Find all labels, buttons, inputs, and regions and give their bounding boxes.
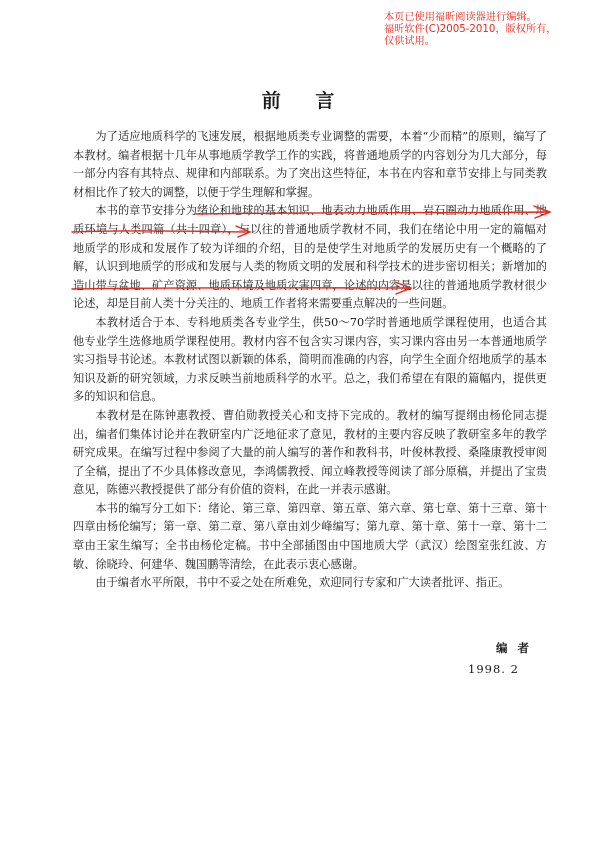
page-title: 前 言: [261, 90, 349, 112]
signature-date: 1998. 2: [468, 662, 519, 676]
paragraph: 为了适应地质科学的飞速发展，根据地质类专业调整的需要，本着“少而精”的原则，编写了本教材。编者根据十几年从事地质学教学工作的实践，将普通地质学的内容划分为几大部分，每一部分内容有其特点、规律和内部联系。为了突出这些特征，本书在内容和章节安排上与同类教材相比作了较大的调整，以便于学生理解和掌握。: [73, 130, 547, 199]
watermark-line-1: 本页已使用福昕阅读器进行编辑。: [384, 12, 537, 23]
paragraph: 本书的编写分工如下：绪论、第三章、第四章、第五章、第六章、第七章、第十三章、第十四章由杨伦编写；第一章、第二章、第八章由刘少峰编写；第九章、第十章、第十一章、第十二章由王家生编写；全书由杨伦定稿。书中全部插图由中国地质大学（武汉）绘图室张红波、方敏、徐晓玲、何建华、魏国鹏等清绘，在此表示衷心感谢。: [73, 501, 547, 571]
signature-author: 编者: [496, 641, 539, 655]
paragraph: 由于编者水平所限，书中不妥之处在所难免，欢迎同行专家和广大读者批评、指正。: [95, 576, 510, 590]
paragraph: 本教材适合于本、专科地质类各专业学生，供50～70学时普通地质学课程使用，也适合其他专业学生选修地质学课程使用。教材内容不包含实习课内容，实习课内容由另一本普通地质学实习指导书论述。本教材试图以新颖的体系，简明而准确的内容，向学生全面介绍地质学的基本知识及新的研究领域，力求反映当前地质科学的水平。总之，我们希望在有限的篇幅内，提供更多的知识和信息。: [73, 315, 547, 404]
paragraph: 本书的章节安排分为绪论和地球的基本知识、地表动力地质作用、岩石圈动力地质作用、地质环境与人类四篇（共十四章），与以往的普通地质学教材不同，我们在绪论中用一定的篇幅对地质学的形成和发展作了较为详细的介绍，目的是使学生对地质学的发展历史有一个概略的了解，认识到地质学的形成和发展与人类的物质文明的发展和科学技术的进步密切相关；新增加的造山带与盆地、矿产资源、地质环境及地质灾害四章，论述的内容是以往的普通地质学教材很少论述，却是目前人类十分关注的、地质工作者将来需要重点解决的一些问题。: [73, 204, 547, 311]
watermark-line-2: 福昕软件(C)2005-2010，版权所有，: [384, 23, 557, 35]
watermark-line-3: 仅供试用。: [384, 35, 435, 47]
preface-body: [73, 128, 547, 593]
editor-watermark: [384, 12, 589, 47]
paragraph: 本教材是在陈钟惠教授、曹伯勋教授关心和支持下完成的。教材的编写提纲由杨伦同志提出，编者们集体讨论并在教研室内广泛地征求了意见，教材的主要内容反映了教研室多年的教学研究成果。在编写过程中参阅了大量的前人编写的著作和教科书，叶俊林教授、桑隆康教授审阅了全稿，提出了不少具体修改意见，李鸿儒教授、闻立峰教授等阅读了部分原稿，并提出了宝贵意见，陈德兴教授提供了部分有价值的资料，在此一并表示感谢。: [73, 408, 547, 497]
